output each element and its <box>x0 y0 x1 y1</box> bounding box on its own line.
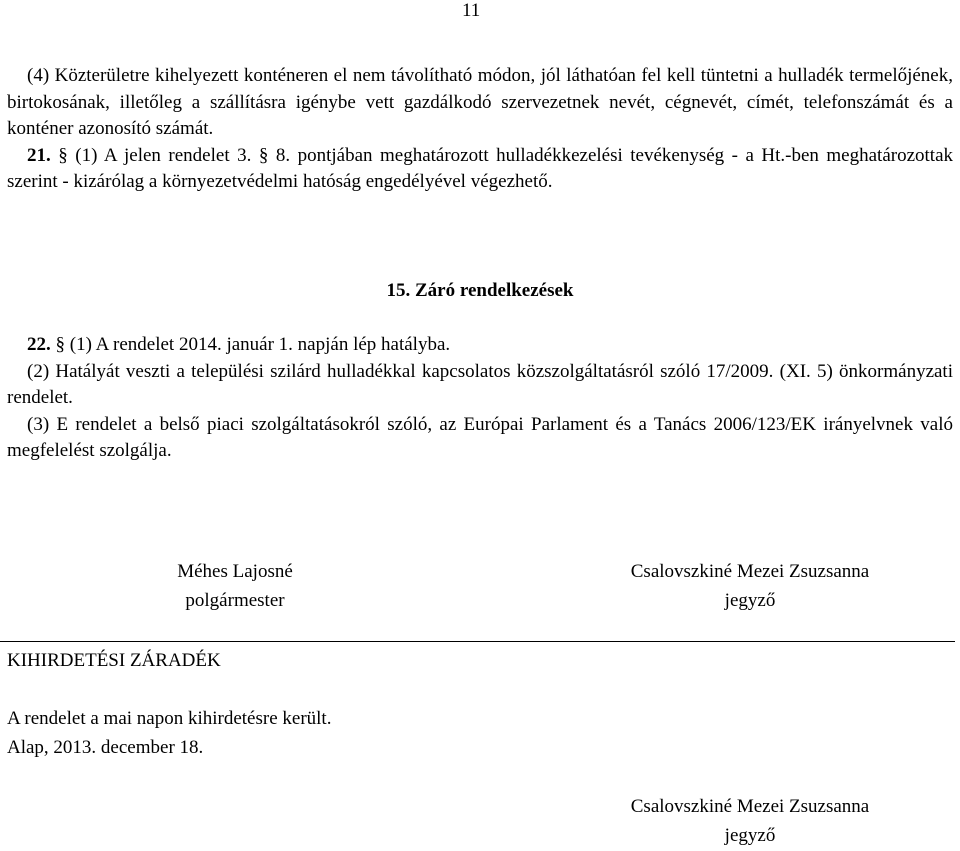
section-22 <box>7 332 953 359</box>
divider-line <box>0 641 955 642</box>
section-block-top <box>7 63 953 196</box>
paragraph-22-3: (3) E rendelet a belső piaci szolgáltatásokról szóló, az Európai Parlament és a Tanács 2006/123/EK irányelvnek való megfelelést szolgálja. <box>7 413 953 461</box>
paragraph-22-2: (2) Hatályát veszti a települési szilárd hulladékkal kapcsolatos közszolgáltatásról szóló 17/2009. (XI. 5) önkormányzati rendelet. <box>7 360 953 408</box>
section-22-number: 22. <box>27 334 51 355</box>
promulgation-body <box>7 704 331 762</box>
promulgation-signature-title: jegyző <box>724 825 776 846</box>
promulgation-line-1: A rendelet a mai napon kihirdetésre került. <box>7 708 332 729</box>
signature-notary-title: jegyző <box>724 590 776 611</box>
section-21-text: (1) A jelen rendelet 3. § 8. pontjában meghatározott hulladékkezelési tevékenység - a Ht.-ben meghatározottak szerint - kizárólag a környezetvédelmi hatóság engedélyével végezhető. <box>7 144 954 192</box>
promulgation-line-2: Alap, 2013. december 18. <box>7 737 204 758</box>
promulgation-title: KIHIRDETÉSI ZÁRADÉK <box>7 650 221 671</box>
signature-mayor-title: polgármester <box>185 590 285 611</box>
section-21-number: 21. <box>27 144 51 166</box>
promulgation-signature-name: Csalovszkiné Mezei Zsuzsanna <box>630 796 870 817</box>
signature-mayor-name: Méhes Lajosné <box>177 561 293 582</box>
section-22-text: (1) A rendelet 2014. január 1. napján lép hatályba. <box>69 334 451 355</box>
page-number: 11 <box>462 0 481 21</box>
section-21 <box>7 143 953 196</box>
section-sign-icon: § <box>55 334 65 355</box>
section-block-closing <box>7 332 953 465</box>
signature-notary <box>540 557 960 615</box>
paragraph-4: (4) Közterületre kihelyezett konténeren el nem távolítható módon, jól láthatóan fel kell tüntetni a hulladék termelőjének, birtokosának, illetőleg a szállításra igénybe vett gazdálkodó szervezetnek nevét, cégnevét, címét, telefonszámát és a konténer azonosító számát. <box>7 65 953 139</box>
section-heading: 15. Záró rendelkezések <box>386 280 574 301</box>
section-sign-icon: § <box>58 144 68 166</box>
signature-notary-name: Csalovszkiné Mezei Zsuzsanna <box>630 561 870 582</box>
signature-mayor <box>110 557 360 615</box>
promulgation-signature <box>540 792 960 850</box>
